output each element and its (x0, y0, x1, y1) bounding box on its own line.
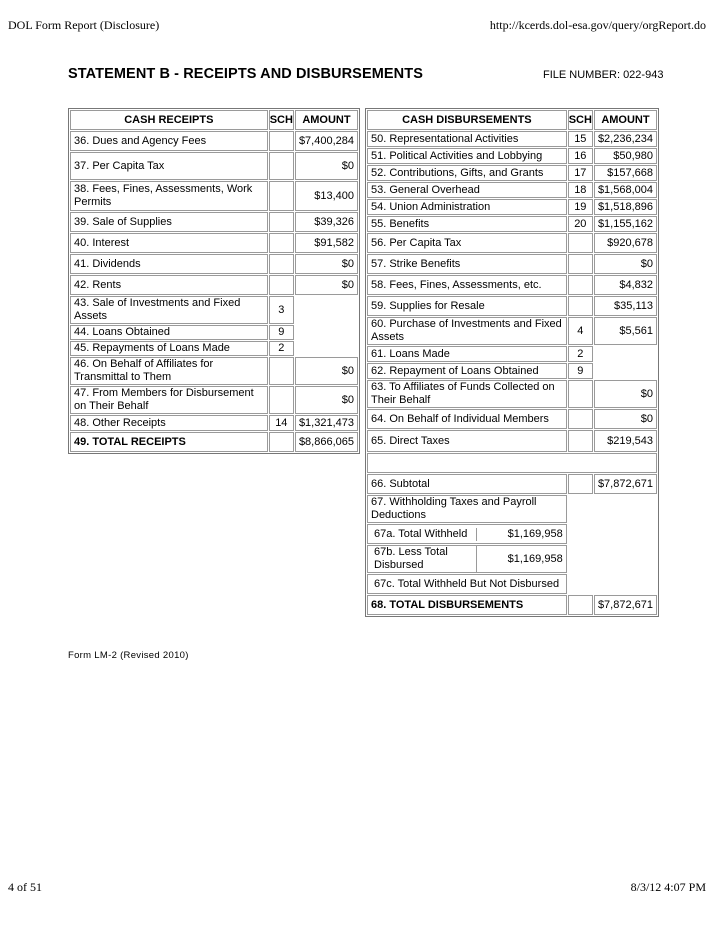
receipt-sch (269, 152, 294, 180)
receipt-sch: 3 (269, 296, 294, 324)
receipt-amount: $13,400 (295, 181, 358, 211)
page-header-url: http://kcerds.dol-esa.gov/query/orgReport.do (489, 18, 706, 32)
disbursement-label: 63. To Affiliates of Funds Collected on Their Behalf (367, 380, 567, 408)
receipt-amount: $0 (295, 254, 358, 274)
receipt-label: 46. On Behalf of Affiliates for Transmittal to Them (70, 357, 268, 385)
withheld-not-disbursed-label: 67c. Total Withheld But Not Disbursed (367, 574, 567, 594)
disbursement-sch (568, 275, 593, 295)
receipt-sch: 2 (269, 341, 294, 356)
total-disbursements-label: 68. TOTAL DISBURSEMENTS (367, 595, 567, 615)
disbursement-label: 50. Representational Activities (367, 131, 567, 147)
receipt-amount: $0 (295, 152, 358, 180)
table-row (70, 152, 358, 180)
cash-disbursements-table (365, 108, 659, 617)
file-number: FILE NUMBER: 022-943 (543, 69, 664, 81)
disbursement-sch: 17 (568, 165, 593, 181)
print-timestamp: 8/3/12 4:07 PM (630, 880, 706, 894)
disbursement-amount: $4,832 (594, 275, 657, 295)
total-withheld-value: $1,169,958 (477, 528, 566, 541)
disbursement-sch: 9 (568, 363, 593, 379)
receipt-label: 39. Sale of Supplies (70, 212, 268, 232)
table-row (367, 409, 657, 429)
subtotal-amount: $7,872,671 (594, 474, 657, 494)
receipt-label: 40. Interest (70, 233, 268, 253)
receipt-sch (269, 432, 294, 452)
withholding-label: 67. Withholding Taxes and Payroll Deductions (367, 495, 567, 523)
withheld-cell (367, 524, 567, 544)
table-row (70, 131, 358, 151)
less-total-disbursed-value: $1,169,958 (477, 546, 566, 572)
disbursement-sch (568, 233, 593, 253)
receipt-label: 37. Per Capita Tax (70, 152, 268, 180)
receipt-label: 47. From Members for Disbursement on Their Behalf (70, 386, 268, 414)
table-row (70, 254, 358, 274)
receipt-sch (269, 254, 294, 274)
receipt-amount: $0 (295, 275, 358, 295)
receipt-sch (269, 212, 294, 232)
table-row (367, 165, 657, 181)
disbursements-header-row (367, 110, 657, 130)
receipt-sch (269, 357, 294, 385)
table-row (367, 148, 657, 164)
disbursement-label: 61. Loans Made (367, 346, 567, 362)
blank-row (367, 453, 657, 473)
table-row (367, 275, 657, 295)
disbursement-sch (568, 380, 593, 408)
form-revision-note: Form LM-2 (Revised 2010) (68, 650, 189, 661)
disbursement-amount: $1,568,004 (594, 182, 657, 198)
receipt-sch (269, 386, 294, 414)
receipt-sch (269, 233, 294, 253)
disbursement-sch (568, 430, 593, 452)
disbursement-amount: $920,678 (594, 233, 657, 253)
disbursement-sch (568, 409, 593, 429)
receipts-amount-header: AMOUNT (295, 110, 358, 130)
receipt-amount: $91,582 (295, 233, 358, 253)
receipt-amount: $39,326 (295, 212, 358, 232)
table-row (70, 212, 358, 232)
disbursement-amount: $50,980 (594, 148, 657, 164)
receipt-amount: $7,400,284 (295, 131, 358, 151)
disbursement-sch: 2 (568, 346, 593, 362)
less-disbursed-cell (367, 545, 567, 573)
receipt-label: 41. Dividends (70, 254, 268, 274)
disbursement-amount: $1,518,896 (594, 199, 657, 215)
table-row (70, 386, 358, 414)
table-row (367, 182, 657, 198)
disbursement-amount: $0 (594, 409, 657, 429)
disbursements-sch-header: SCH (568, 110, 593, 130)
disbursement-label: 57. Strike Benefits (367, 254, 567, 274)
table-row (367, 430, 657, 452)
table-row (367, 233, 657, 253)
table-row (367, 346, 657, 362)
receipt-sch: 9 (269, 325, 294, 340)
table-row (367, 474, 657, 494)
receipt-label: 44. Loans Obtained (70, 325, 268, 340)
disbursement-label: 52. Contributions, Gifts, and Grants (367, 165, 567, 181)
receipt-amount: $0 (295, 386, 358, 414)
receipt-sch (269, 131, 294, 151)
table-row (367, 296, 657, 316)
receipt-label: 42. Rents (70, 275, 268, 295)
receipt-label: 48. Other Receipts (70, 415, 268, 431)
disbursement-amount: $2,236,234 (594, 131, 657, 147)
table-row (70, 357, 358, 385)
receipts-header-row (70, 110, 358, 130)
table-row (70, 432, 358, 452)
table-row (367, 595, 657, 615)
table-row (367, 495, 657, 523)
blank-cell (367, 453, 657, 473)
table-row (70, 181, 358, 211)
disbursement-amount: $0 (594, 254, 657, 274)
receipt-amount-blank (295, 296, 358, 356)
disbursement-label: 58. Fees, Fines, Assessments, etc. (367, 275, 567, 295)
disbursement-sch: 18 (568, 182, 593, 198)
disbursement-label: 59. Supplies for Resale (367, 296, 567, 316)
disbursement-sch: 19 (568, 199, 593, 215)
disbursement-label: 54. Union Administration (367, 199, 567, 215)
disbursement-sch (568, 474, 593, 494)
receipt-sch (269, 181, 294, 211)
table-row (70, 275, 358, 295)
table-row (367, 317, 657, 345)
cash-receipts-table (68, 108, 360, 454)
receipt-label: 36. Dues and Agency Fees (70, 131, 268, 151)
receipts-label-header: CASH RECEIPTS (70, 110, 268, 130)
statement-title: STATEMENT B - RECEIPTS AND DISBURSEMENTS (68, 66, 423, 82)
disbursement-label: 65. Direct Taxes (367, 430, 567, 452)
disbursement-label: 62. Repayment of Loans Obtained (367, 363, 567, 379)
disbursement-label: 64. On Behalf of Individual Members (367, 409, 567, 429)
total-receipts-label: 49. TOTAL RECEIPTS (70, 432, 268, 452)
disbursement-sch (568, 595, 593, 615)
less-total-disbursed-label: 67b. Less Total Disbursed (374, 546, 448, 571)
receipt-label: 45. Repayments of Loans Made (70, 341, 268, 356)
disbursement-label: 66. Subtotal (367, 474, 567, 494)
disbursement-amount: $35,113 (594, 296, 657, 316)
total-disbursements-amount: $7,872,671 (594, 595, 657, 615)
receipt-label: 38. Fees, Fines, Assessments, Work Permits (70, 181, 268, 211)
withholding-blank (568, 495, 657, 594)
table-row (367, 254, 657, 274)
table-row (367, 216, 657, 232)
disbursement-sch (568, 296, 593, 316)
table-row (70, 233, 358, 253)
receipts-sch-header: SCH (269, 110, 294, 130)
total-withheld-label: 67a. Total Withheld (374, 527, 468, 540)
disbursement-amount-blank (594, 346, 657, 379)
table-row (367, 380, 657, 408)
total-receipts-amount: $8,866,065 (295, 432, 358, 452)
table-row (70, 415, 358, 431)
disbursement-amount: $157,668 (594, 165, 657, 181)
disbursement-sch: 15 (568, 131, 593, 147)
disbursement-label: 53. General Overhead (367, 182, 567, 198)
receipt-sch (269, 275, 294, 295)
disbursement-amount: $1,155,162 (594, 216, 657, 232)
table-row (367, 131, 657, 147)
disbursement-sch: 16 (568, 148, 593, 164)
receipt-amount: $1,321,473 (295, 415, 358, 431)
disbursement-sch: 20 (568, 216, 593, 232)
disbursements-label-header: CASH DISBURSEMENTS (367, 110, 567, 130)
disbursement-amount: $0 (594, 380, 657, 408)
disbursement-label: 55. Benefits (367, 216, 567, 232)
disbursement-label: 51. Political Activities and Lobbying (367, 148, 567, 164)
disbursements-amount-header: AMOUNT (594, 110, 657, 130)
disbursement-sch (568, 254, 593, 274)
page-counter: 4 of 51 (8, 880, 42, 894)
disbursement-label: 60. Purchase of Investments and Fixed Assets (367, 317, 567, 345)
receipt-sch: 14 (269, 415, 294, 431)
receipt-label: 43. Sale of Investments and Fixed Assets (70, 296, 268, 324)
disbursement-amount: $219,543 (594, 430, 657, 452)
disbursement-sch: 4 (568, 317, 593, 345)
receipt-amount: $0 (295, 357, 358, 385)
table-row (70, 296, 358, 324)
disbursement-amount: $5,561 (594, 317, 657, 345)
page-header-title: DOL Form Report (Disclosure) (8, 18, 160, 32)
table-row (367, 199, 657, 215)
disbursement-label: 56. Per Capita Tax (367, 233, 567, 253)
